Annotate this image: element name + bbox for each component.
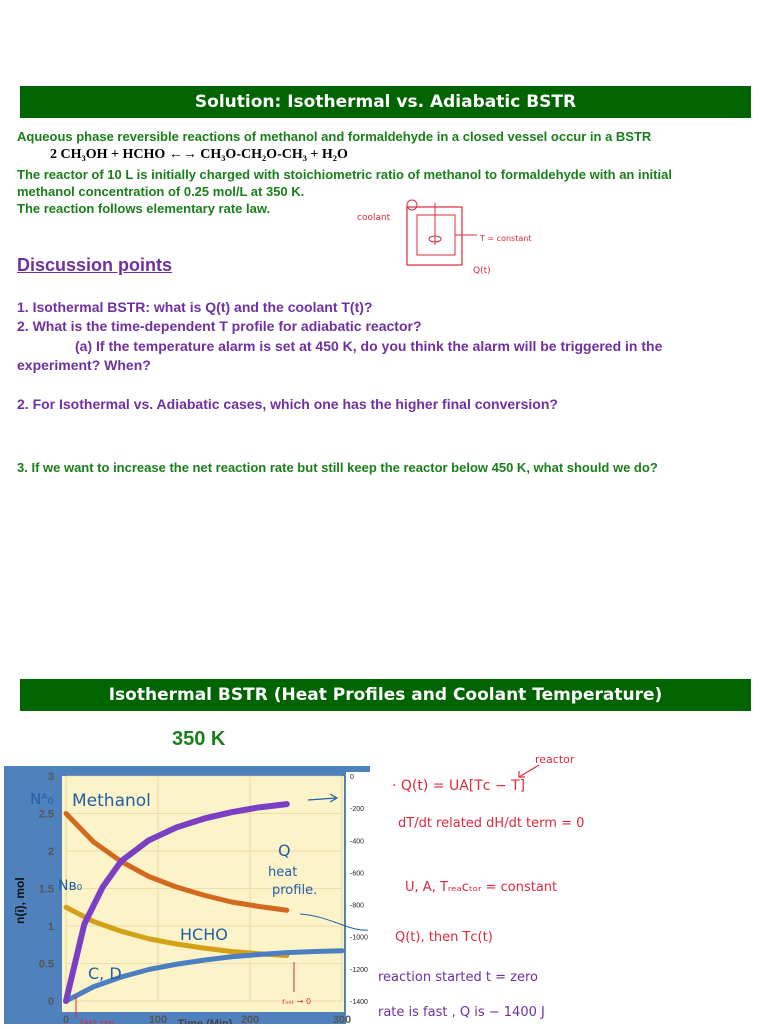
data-point bbox=[92, 985, 95, 988]
note-q-equation: · Q(t) = UA[Tᴄ − T] bbox=[392, 778, 526, 794]
note-rate: rate is fast , Q is − 1400 J bbox=[378, 1005, 545, 1020]
data-point bbox=[147, 968, 150, 971]
label-hcho: HCHO bbox=[180, 925, 228, 944]
data-point bbox=[65, 812, 68, 815]
y-tick-label: 1 bbox=[47, 921, 54, 933]
data-point bbox=[92, 841, 95, 844]
data-point bbox=[83, 922, 86, 925]
data-point bbox=[285, 909, 288, 912]
note-started: reaction started t = zero bbox=[378, 970, 538, 985]
data-point bbox=[175, 963, 178, 966]
label-q: Q bbox=[278, 841, 291, 860]
y2-tick-label: -1000 bbox=[350, 934, 368, 942]
chart-container bbox=[0, 764, 375, 1029]
data-point bbox=[313, 950, 316, 953]
y-tick-label: 0 bbox=[47, 996, 54, 1008]
x-tick-label: 0 bbox=[62, 1014, 70, 1024]
y2-tick-label: -600 bbox=[350, 870, 365, 878]
data-point bbox=[203, 947, 206, 950]
label-nb0: Nʙ₀ bbox=[58, 878, 83, 894]
discussion-q1: 1. Isothermal BSTR: what is Q(t) and the coolant T(t)? bbox=[17, 299, 373, 315]
y-tick-label: 1.5 bbox=[38, 883, 54, 896]
slide1-banner: Solution: Isothermal vs. Adiabatic BSTR bbox=[20, 86, 751, 118]
y-axis-label: n(i), mol bbox=[13, 877, 27, 924]
data-point bbox=[258, 953, 261, 956]
y2-tick-label: -1400 bbox=[350, 999, 368, 1006]
data-point bbox=[230, 955, 233, 958]
sketch-q-label: Q(t) bbox=[473, 266, 491, 276]
data-point bbox=[203, 959, 206, 962]
discussion-q2a-line1: (a) If the temperature alarm is set at 450 K, do you think the alarm will be triggered in the bbox=[75, 338, 663, 354]
note-constants: U, A, Tᵣₑₐᴄₜₒᵣ = constant bbox=[405, 880, 558, 895]
data-point bbox=[230, 811, 233, 814]
y-tick-label: 2 bbox=[47, 846, 54, 858]
note-then: Q(t), then Tᴄ(t) bbox=[395, 930, 493, 945]
y-tick-label: 3 bbox=[47, 771, 54, 783]
data-point bbox=[285, 803, 288, 806]
note-related: dT/dt related dH/dt term = 0 bbox=[398, 816, 585, 831]
data-point bbox=[341, 949, 344, 952]
data-point bbox=[120, 860, 123, 863]
label-heat: heat bbox=[268, 865, 298, 880]
temperature-label: 350 K bbox=[172, 728, 226, 750]
slide2-banner: Isothermal BSTR (Heat Profiles and Coolant Temperature) bbox=[20, 679, 751, 711]
data-point bbox=[92, 920, 95, 923]
sketch-coolant-label: coolant bbox=[357, 213, 391, 223]
reactor-description-2: methanol concentration of 0.25 mol/L at 350 K. bbox=[17, 184, 305, 199]
x-axis-label: Time (Min) bbox=[177, 1018, 233, 1024]
data-point bbox=[147, 839, 150, 842]
rate-law-text: The reaction follows elementary rate law. bbox=[17, 201, 271, 216]
discussion-title: Discussion points bbox=[17, 255, 173, 275]
x-tick-label: 200 bbox=[240, 1014, 260, 1024]
discussion-q2a-line2: experiment? When? bbox=[17, 357, 151, 373]
reactor-description-1: The reactor of 10 L is initially charged with stoichiometric ratio of methanol to formaldehyde with an initial bbox=[17, 167, 672, 182]
y-tick-label: 0.5 bbox=[38, 958, 54, 971]
data-point bbox=[175, 886, 178, 889]
reaction-equation: 2 CH₃OH + HCHO ←→ CH₃O-CH₂O-CH₃ + H₂O bbox=[50, 147, 348, 162]
y2-tick-label: -200 bbox=[350, 806, 365, 814]
discussion-q3: 2. For Isothermal vs. Adiabatic cases, which one has the higher final conversion? bbox=[17, 396, 558, 412]
label-rnet: rₙₑₜ → 0 bbox=[282, 997, 312, 1006]
data-point bbox=[175, 826, 178, 829]
y2-tick-label: -800 bbox=[350, 902, 365, 910]
discussion-q2: 2. What is the time-dependent T profile for adiabatic reactor? bbox=[17, 318, 422, 334]
data-point bbox=[203, 894, 206, 897]
data-point bbox=[175, 943, 178, 946]
y-tick-label: 2.5 bbox=[38, 808, 54, 821]
n-vs-time-chart bbox=[0, 764, 375, 1024]
data-point bbox=[203, 817, 206, 820]
intro-text: Aqueous phase reversible reactions of methanol and formaldehyde in a closed vessel occur in a BSTR bbox=[17, 129, 652, 144]
data-point bbox=[65, 1000, 68, 1003]
discussion-q4: 3. If we want to increase the net reaction rate but still keep the reactor below 450 K, what should we do? bbox=[17, 460, 658, 475]
data-point bbox=[285, 951, 288, 954]
data-point bbox=[101, 885, 104, 888]
data-point bbox=[230, 901, 233, 904]
label-na0: Nᴬ₀ bbox=[30, 790, 54, 808]
sketch-tconst-label: T = constant bbox=[480, 234, 532, 243]
label-methanol: Methanol bbox=[72, 791, 151, 811]
label-cd: C, D bbox=[88, 964, 122, 983]
x-tick-label: 100 bbox=[148, 1014, 168, 1024]
data-point bbox=[120, 930, 123, 933]
data-point bbox=[258, 806, 261, 809]
label-fast-rxn: fast rxn bbox=[80, 1019, 115, 1024]
y2-tick-label: 0 bbox=[350, 774, 354, 781]
data-point bbox=[65, 906, 68, 909]
data-point bbox=[147, 875, 150, 878]
reactor-sketch bbox=[355, 195, 555, 280]
y2-tick-label: -1200 bbox=[350, 966, 368, 974]
x-tick-label: 300 bbox=[332, 1014, 352, 1024]
note-reactor: reactor bbox=[535, 753, 575, 766]
y2-tick-label: -400 bbox=[350, 838, 365, 846]
label-profile: profile. bbox=[272, 883, 318, 898]
data-point bbox=[147, 937, 150, 940]
data-point bbox=[258, 905, 261, 908]
data-point bbox=[230, 950, 233, 953]
